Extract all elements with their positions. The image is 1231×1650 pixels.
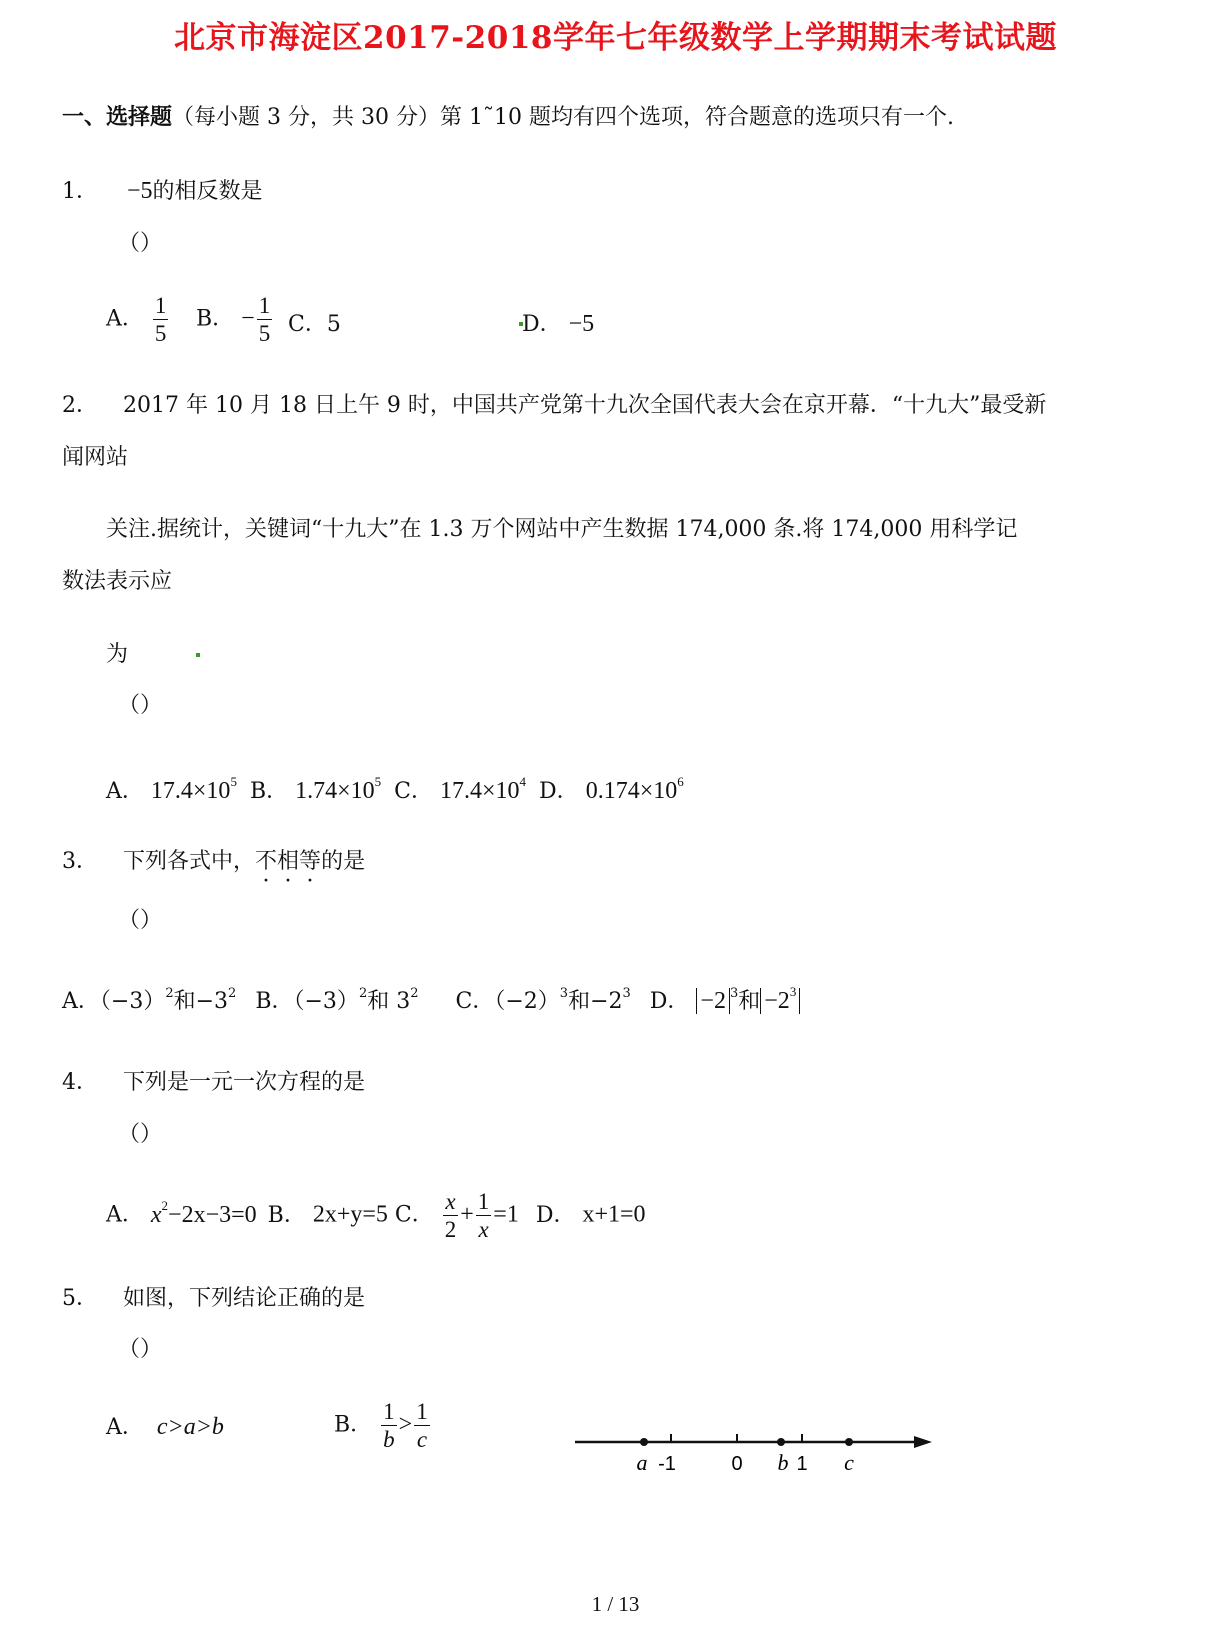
answer-paren: （） (118, 1122, 163, 1147)
option-c-value: 5 (326, 312, 341, 337)
option-b (334, 1398, 432, 1453)
exponent: 3 (622, 985, 631, 1001)
option-b-label: B． (196, 306, 235, 332)
sci-base: 17.4×10 (150, 778, 231, 804)
fraction-denominator: x (478, 1217, 489, 1242)
question-number: 1． (62, 179, 98, 204)
option-b-label: B． (255, 989, 294, 1014)
question-text: 的相反数是 (152, 179, 263, 204)
fraction-denominator: 2 (444, 1217, 457, 1242)
option-c-label: C． (394, 1202, 434, 1228)
question-text-post: 的是 (321, 849, 366, 874)
option-b-fraction-1 (381, 1398, 397, 1453)
option-d-label: D． (539, 779, 579, 804)
question-4-stem (62, 1065, 365, 1096)
question-text-pre: 下列各式中， (123, 849, 256, 874)
question-number: 2． (62, 393, 98, 418)
question-2-line3: 关注.据统计，关键词“十九大”在 1.3 万个网站中产生数据 174,000 条.将 174,000 用科学记 (106, 517, 1018, 542)
absolute-value (696, 988, 730, 1014)
page-title: 北京市海淀区2017-2018学年七年级数学上学期期末考试试题 (174, 20, 1057, 56)
question-5-stem (62, 1281, 365, 1312)
option-c-fraction-1 (443, 1188, 459, 1243)
fraction-numerator: 1 (383, 1399, 395, 1424)
greater-than: > (398, 1411, 413, 1438)
answer-paren: （） (118, 693, 163, 718)
absolute-value (760, 984, 800, 1014)
fraction-numerator: 1 (477, 1189, 490, 1214)
option-b-label: B． (249, 779, 289, 804)
question-1-stem (62, 174, 263, 205)
exponent: 3 (559, 985, 569, 1001)
option-c-label: C． (394, 779, 433, 804)
fraction-numerator: 1 (154, 293, 167, 318)
option-a-label: A． (106, 1202, 144, 1228)
option-c-label: C． (288, 312, 327, 337)
exponent: 2 (228, 985, 237, 1001)
option-d-expr: x+1=0 (582, 1201, 646, 1228)
math-expression: −5 (127, 178, 153, 204)
option-d-mid: 和 (738, 989, 761, 1014)
sci-exponent: 4 (519, 774, 527, 789)
option-a-label: A． (62, 989, 100, 1014)
question-number: 3． (62, 849, 98, 874)
question-text: 2017 年 10 月 18 日上午 9 时，中国共产党第十九次全国代表大会在京开幕．“十九大”最受新 (123, 393, 1047, 418)
option-c-fraction-2 (476, 1188, 492, 1243)
option-a-expr (150, 1197, 257, 1228)
sci-exponent: 5 (230, 774, 237, 789)
fraction-numerator: 1 (258, 293, 271, 318)
page-number: 1 / 13 (591, 1592, 640, 1616)
sci-base: 0.174×10 (585, 778, 678, 804)
equals-one: =1 (493, 1201, 519, 1228)
abs-inner: −2 (700, 988, 726, 1014)
option-a-label: A． (106, 306, 144, 332)
sci-exponent: 5 (374, 774, 382, 789)
emphasis-char: 不 (255, 849, 278, 874)
option-d-label: D． (649, 989, 690, 1014)
exponent: 2 (161, 1197, 169, 1213)
fraction-numerator: x (445, 1189, 456, 1214)
question-2-line4: 数法表示应 (62, 569, 173, 594)
fraction-denominator: 5 (154, 321, 167, 346)
option-d-label: D． (535, 1202, 576, 1228)
option-c-expr (440, 774, 527, 804)
question-number: 5． (62, 1286, 98, 1311)
minus-sign: − (241, 305, 255, 332)
question-text: 下列是一元一次方程的是 (123, 1070, 366, 1095)
option-b-expr (295, 774, 382, 804)
option-d-value: −5 (568, 311, 595, 337)
question-2-options (106, 774, 684, 805)
variable: x (150, 1201, 162, 1228)
sci-base: 1.74×10 (295, 778, 375, 804)
section-title: 一、选择题 (62, 104, 173, 130)
option-d-label: D． (522, 312, 562, 337)
abs-inner: −2 (764, 988, 790, 1014)
sci-base: 17.4×10 (440, 778, 520, 804)
question-number: 4． (62, 1070, 98, 1095)
answer-paren: （） (118, 231, 163, 256)
section-instructions: （每小题 3 分，共 30 分）第 1˜10 题均有四个选项，符合题意的选项只有一个. (172, 105, 954, 130)
question-2-line1 (62, 388, 1046, 419)
fraction-denominator: b (383, 1427, 395, 1452)
point-b (777, 1438, 785, 1446)
label-1: 1 (796, 1453, 808, 1475)
option-a-mid: 和−3 (173, 989, 229, 1014)
option-b-fraction (257, 292, 273, 347)
section-heading (62, 100, 954, 131)
option-d-expr (585, 774, 684, 804)
plus-sign: + (460, 1201, 474, 1228)
answer-paren: （） (118, 1337, 163, 1362)
label-a: a (636, 1450, 648, 1475)
question-2-line2: 闻网站 (62, 445, 129, 470)
option-d (522, 307, 594, 338)
exponent: 3 (789, 984, 797, 999)
exponent: 3 (729, 985, 739, 1001)
question-text: 如图，下列结论正确的是 (123, 1286, 366, 1311)
exponent: 2 (358, 985, 368, 1001)
option-b (196, 292, 274, 347)
question-1-options (106, 292, 170, 347)
question-4-options (106, 1188, 646, 1243)
label-0: 0 (731, 1453, 743, 1475)
option-a-expr: c>a>b (156, 1414, 224, 1440)
option-a (106, 1410, 224, 1441)
option-c-base: （−2） (494, 989, 560, 1014)
number-line-figure (570, 1420, 940, 1480)
question-3-stem (62, 844, 365, 875)
fraction-numerator: 1 (416, 1399, 428, 1424)
expr-rest: −2x−3=0 (168, 1201, 257, 1228)
emphasis-char: 等 (299, 849, 322, 874)
answer-paren: （） (118, 908, 163, 933)
question-3-options (62, 984, 800, 1015)
emphasis-char: 相 (277, 849, 300, 874)
option-a-base: （−3） (99, 989, 166, 1014)
option-a-expr (150, 774, 237, 804)
label-b: b (777, 1450, 789, 1475)
option-b-label: B． (267, 1202, 306, 1228)
fraction-denominator: 5 (258, 321, 271, 346)
option-a-label: A． (106, 1415, 144, 1440)
arrow-head-icon (914, 1436, 932, 1448)
label-c: c (844, 1450, 854, 1475)
fraction-denominator: c (416, 1427, 428, 1452)
option-b-base: （−3） (293, 989, 359, 1014)
option-a-label: A． (106, 779, 144, 804)
point-a (640, 1438, 648, 1446)
option-a-fraction (153, 292, 169, 347)
option-b-expr: 2x+y=5 (312, 1201, 388, 1228)
sci-exponent: 6 (677, 774, 684, 789)
option-c (288, 307, 341, 338)
point-c (845, 1438, 853, 1446)
exponent: 2 (165, 985, 174, 1001)
question-2-line5: 为 (106, 642, 129, 667)
stray-mark (196, 653, 200, 657)
option-b-mid: 和 3 (367, 989, 411, 1014)
option-b-fraction-2 (414, 1398, 430, 1453)
exponent: 2 (410, 985, 419, 1001)
option-b-label: B． (334, 1412, 373, 1438)
option-c-label: C． (455, 989, 495, 1014)
label-minus-1: -1 (658, 1453, 676, 1475)
option-c-mid: 和−2 (568, 989, 623, 1014)
